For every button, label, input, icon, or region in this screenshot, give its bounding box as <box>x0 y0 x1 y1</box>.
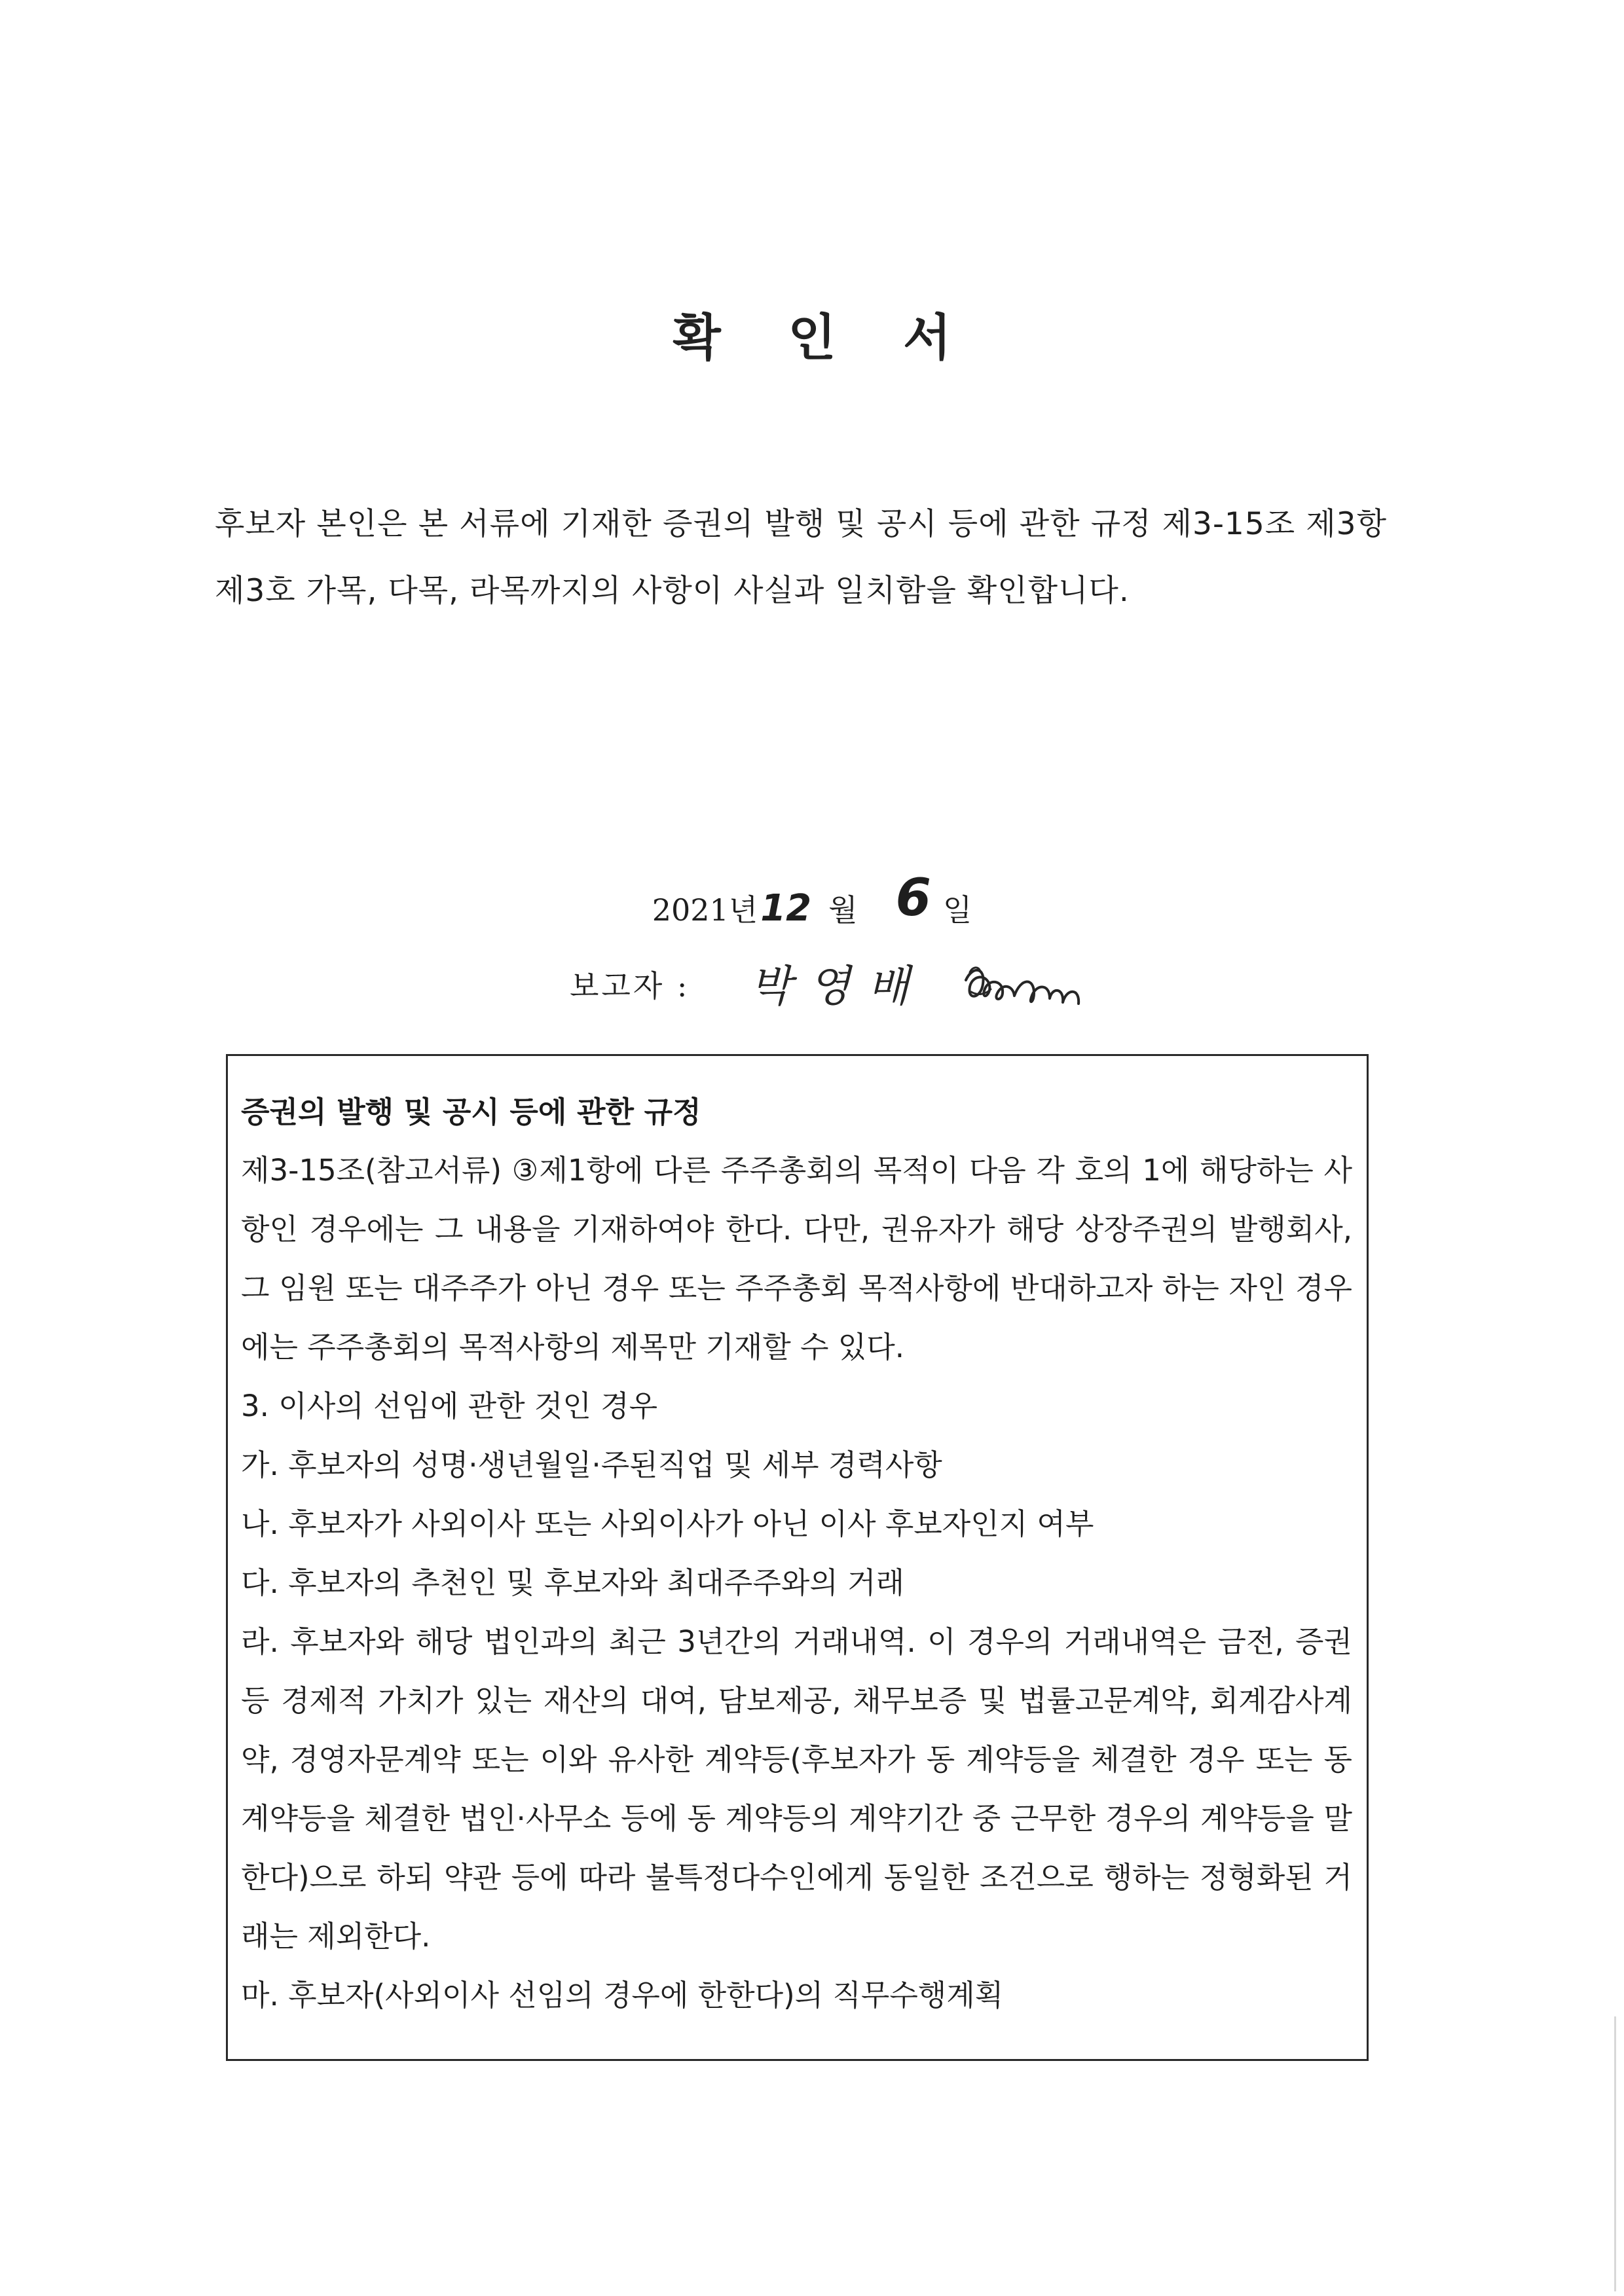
date-month-handwritten: 12 <box>760 887 812 930</box>
regulation-item: 3. 이사의 선임에 관한 것인 경우 <box>241 1389 658 1423</box>
regulation-item: 라. 후보자와 해당 법인과의 최근 3년간의 거래내역. 이 경우의 거래내역은 금전, 증권 등 경제적 가치가 있는 재산의 대여, 담보제공, 채무보증 및 법률고문계약, 회계감사계약, 경영자문계약 또는 이와 유사한 계약등(후보자가 동 계약등을 체결한 경우 또는 동 계약등을 체결한 법인·사무소 등에 동 계약등의 계약기간 중 근무한 경우의 계약등을 말한다)으로 하되 약관 등에 따라 불특정다수인에게 동일한 조건으로 행하는 정형화된 거래는 제외한다. <box>241 1624 1352 1954</box>
signature-scribble-icon <box>750 946 1116 1025</box>
document-title: 확 인 서 <box>673 308 976 367</box>
handwritten-signature <box>750 946 1116 1025</box>
signature-name: 박영배 <box>750 961 927 1011</box>
date-year: 2021년 <box>652 892 758 928</box>
date-month-unit: 월 <box>828 892 858 928</box>
scan-edge-mark <box>1614 2016 1616 2291</box>
reporter-label: 보고자 : <box>570 968 690 1004</box>
regulation-item: 다. 후보자의 추천인 및 후보자와 최대주주와의 거래 <box>241 1565 905 1600</box>
reporter-line <box>570 962 690 1006</box>
regulation-item: 나. 후보자가 사외이사 또는 사외이사가 아닌 이사 후보자인지 여부 <box>241 1506 1094 1541</box>
regulation-item: 마. 후보자(사외이사 선임의 경우에 한한다)의 직무수행계획 <box>241 1978 1004 2013</box>
regulation-box <box>226 1054 1369 2061</box>
confirmation-statement: 후보자 본인은 본 서류에 기재한 증권의 발행 및 공시 등에 관한 규정 제3-15조 제3항 제3호 가목, 다목, 라목까지의 사항이 사실과 일치함을 확인합니다. <box>215 506 1387 609</box>
date-day-handwritten: 6 <box>895 869 931 928</box>
date-day-unit: 일 <box>942 892 972 928</box>
regulation-article: 제3-15조(참고서류) ③제1항에 다른 주주총회의 목적이 다음 각 호의 1에 해당하는 사항인 경우에는 그 내용을 기재하여야 한다. 다만, 권유자가 해당 상장주권의 발행회사, 그 임원 또는 대주주가 아닌 경우 또는 주주총회 목적사항에 반대하고자 하는 자인 경우에는 주주총회의 목적사항의 제목만 기재할 수 있다. <box>241 1153 1352 1364</box>
regulation-item: 가. 후보자의 성명·생년월일·주된직업 및 세부 경력사항 <box>241 1448 942 1482</box>
regulation-title: 증권의 발행 및 공시 등에 관한 규정 <box>241 1095 701 1129</box>
date-line <box>0 869 1624 933</box>
